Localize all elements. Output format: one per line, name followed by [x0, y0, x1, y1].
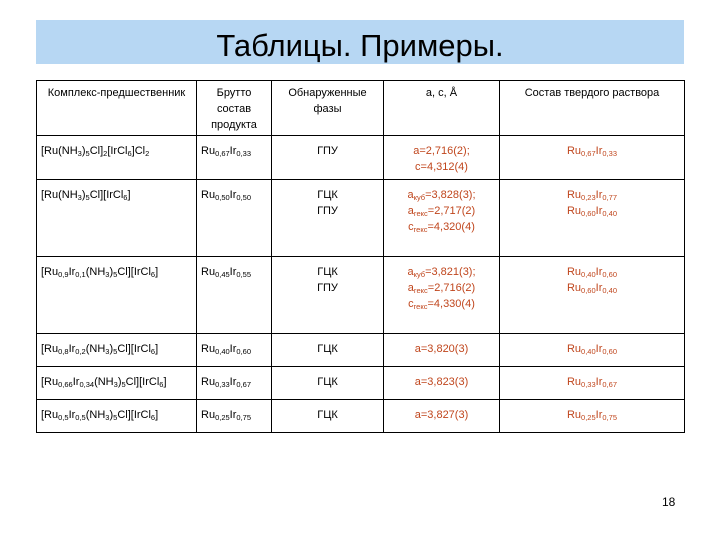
cell-phases: ГЦК: [272, 367, 384, 400]
cell-params: a=2,716(2); c=4,312(4): [384, 136, 500, 180]
cell-phases: ГПУ: [272, 136, 384, 180]
cell-solid: $Ru_{0,25}Ir_{0,75}$: [500, 400, 685, 433]
cell-phases: ГЦК ГПУ: [272, 180, 384, 257]
cell-gross: $Ru_{0,25}Ir_{0,75}$: [197, 400, 272, 433]
cell-solid: $Ru_{0,33}Ir_{0,67}$: [500, 367, 685, 400]
title-banner: [36, 20, 684, 64]
table-row: [37, 180, 685, 257]
cell-solid: $Ru_{0,40}Ir_{0,60}$ $Ru_{0,60}Ir_{0,40}$: [500, 257, 685, 334]
cell-solid: $Ru_{0,23}Ir_{0,77}$ $Ru_{0,60}Ir_{0,40}$: [500, 180, 685, 257]
cell-gross: $Ru_{0,67}Ir_{0,33}$: [197, 136, 272, 180]
cell-precursor: $[Ru_{0,8}Ir_{0,2}(NH_3)_5Cl][IrCl_6]$: [37, 334, 197, 367]
cell-params: a=3,820(3): [384, 334, 500, 367]
cell-gross: $Ru_{0,33}Ir_{0,67}$: [197, 367, 272, 400]
table-row: [37, 400, 685, 433]
cell-precursor: $[Ru(NH_3)_5Cl]_2[IrCl_6]Cl_2$: [37, 136, 197, 180]
header-gross: Брутто состав продукта: [197, 81, 272, 136]
results-table: [36, 80, 685, 433]
cell-precursor: $[Ru_{0,66}Ir_{0,34}(NH_3)_5Cl][IrCl_6]$: [37, 367, 197, 400]
cell-gross: $Ru_{0,45}Ir_{0,55}$: [197, 257, 272, 334]
table-row: [37, 257, 685, 334]
cell-params: $a_{куб}=3,821(3)$; $a_{гекс}=2,716(2)$ $c_{гекс}=4,330(4)$: [384, 257, 500, 334]
header-solid: Состав твердого раствора: [500, 81, 685, 136]
cell-phases: ГЦК: [272, 334, 384, 367]
cell-params: $a_{куб}=3,828(3)$; $a_{гекс}=2,717(2)$ $c_{гекс}=4,320(4)$: [384, 180, 500, 257]
cell-phases: ГЦК ГПУ: [272, 257, 384, 334]
table-row: [37, 367, 685, 400]
header-precursor: Комплекс-предшественник: [37, 81, 197, 136]
cell-params: a=3,827(3): [384, 400, 500, 433]
cell-precursor: $[Ru(NH_3)_5Cl][IrCl_6]$: [37, 180, 197, 257]
header-phases: Обнаруженные фазы: [272, 81, 384, 136]
cell-precursor: $[Ru_{0,9}Ir_{0,1}(NH_3)_5Cl][IrCl_6]$: [37, 257, 197, 334]
cell-solid: $Ru_{0,40}Ir_{0,60}$: [500, 334, 685, 367]
table-row: [37, 334, 685, 367]
cell-gross: $Ru_{0,50}Ir_{0,50}$: [197, 180, 272, 257]
page-number: 18: [662, 495, 676, 509]
table-body: [37, 136, 685, 433]
cell-solid: $Ru_{0,67}Ir_{0,33}$: [500, 136, 685, 180]
table-row: [37, 136, 685, 180]
table-header-row: [37, 81, 685, 136]
cell-precursor: $[Ru_{0,5}Ir_{0,5}(NH_3)_5Cl][IrCl_6]$: [37, 400, 197, 433]
page-title: Таблицы. Примеры.: [216, 28, 504, 63]
cell-phases: ГЦК: [272, 400, 384, 433]
header-params: a, c, Å: [384, 81, 500, 136]
cell-gross: $Ru_{0,40}Ir_{0,60}$: [197, 334, 272, 367]
cell-params: a=3,823(3): [384, 367, 500, 400]
